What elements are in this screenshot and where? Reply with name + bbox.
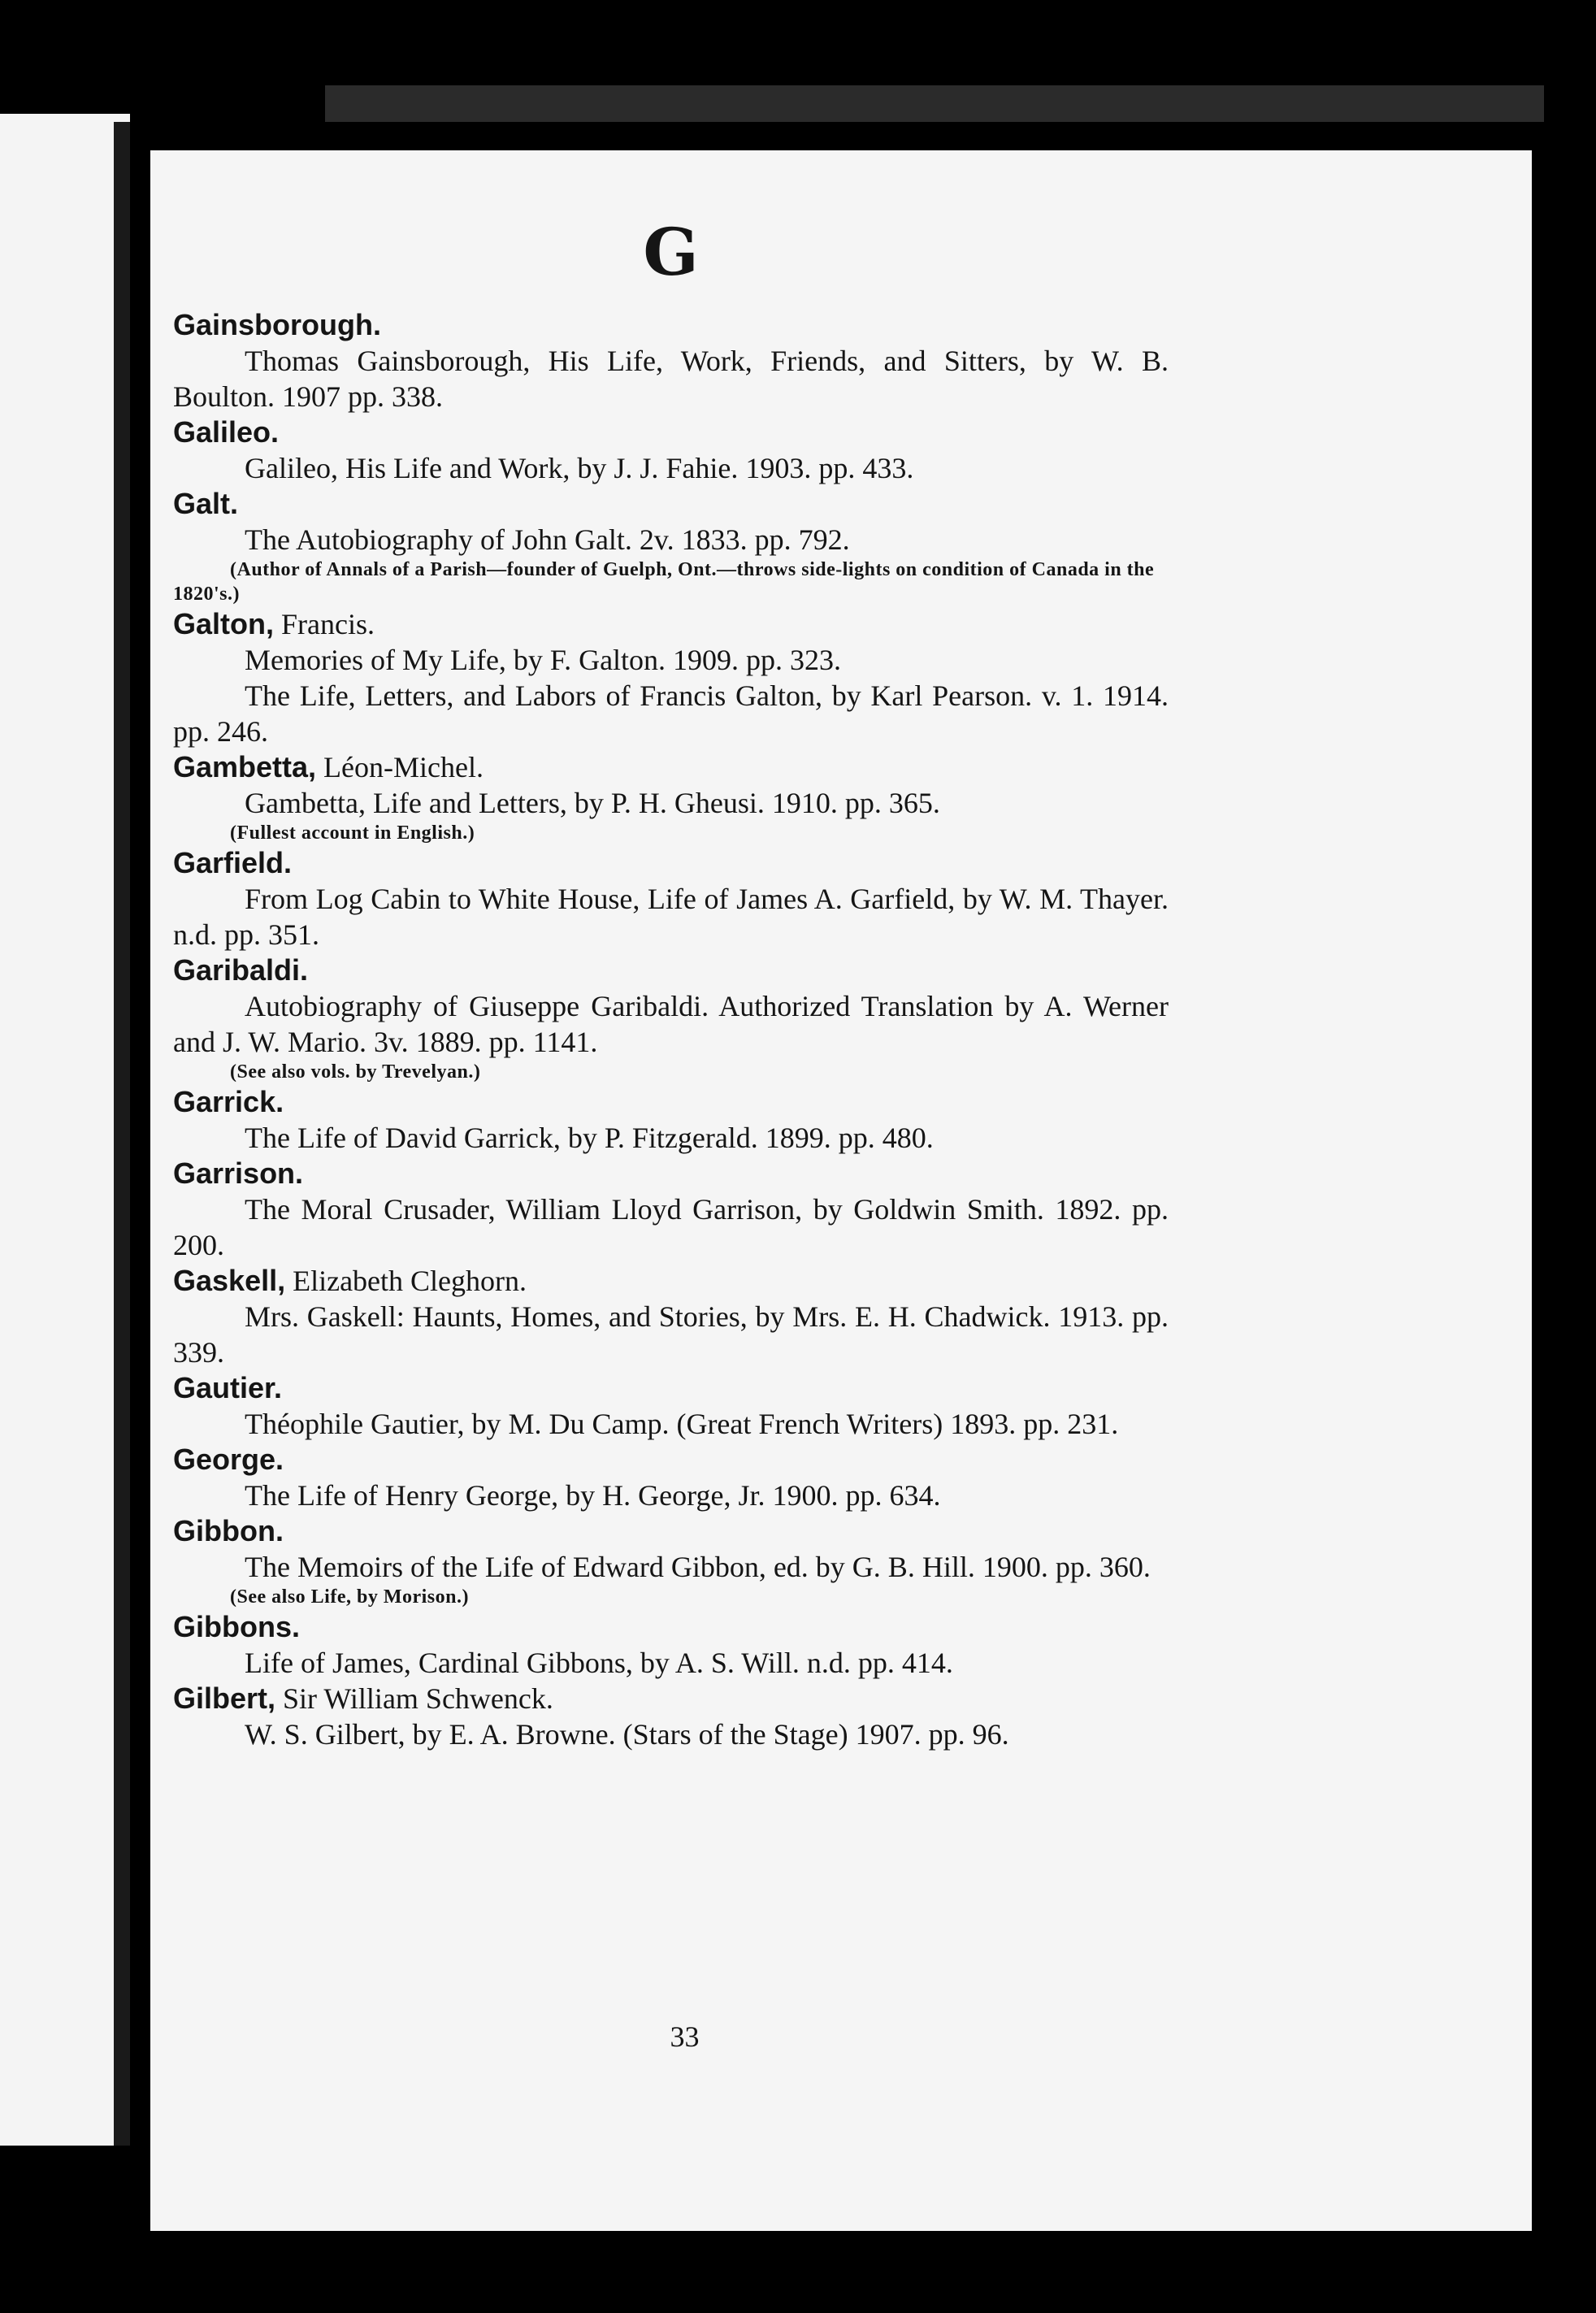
entry-heading [173, 606, 1169, 642]
entry-work: Théophile Gautier, by M. Du Camp. (Great French Writers) 1893. pp. 231. [245, 1408, 1119, 1440]
entry-subject: Garrick. [173, 1085, 284, 1118]
entry-subject: Garrison. [173, 1156, 304, 1190]
entry-subject: Garibaldi. [173, 953, 309, 987]
entry-heading [173, 1513, 1169, 1549]
entry-list [173, 307, 1169, 1752]
list-item [173, 307, 1169, 414]
scan-top-band [325, 85, 1544, 122]
list-item [173, 606, 1169, 749]
facing-page-edge [0, 114, 130, 2146]
entry-heading [173, 749, 1169, 785]
entry-subject: Gambetta, [173, 750, 317, 783]
list-item [173, 953, 1169, 1084]
section-letter: G [643, 214, 699, 290]
entry-note: (Author of Annals of a Parish—founder of Guelph, Ont.—throws side-lights on condition of Canada in the 1820's.) [173, 559, 1155, 605]
list-item [173, 1370, 1169, 1442]
entry-subject: Gainsborough. [173, 308, 381, 341]
entry-work: Life of James, Cardinal Gibbons, by A. S. Will. n.d. pp. 414. [245, 1647, 953, 1679]
entry-heading [173, 414, 1169, 450]
entry-heading [173, 1156, 1169, 1191]
entry-work: The Life of Henry George, by H. George, Jr. 1900. pp. 634. [245, 1479, 941, 1512]
entry-qualifier: Léon-Michel. [323, 751, 484, 783]
entry-work: Thomas Gainsborough, His Life, Work, Friends, and Sitters, by W. B. Boulton. 1907 pp. 338. [173, 345, 1169, 413]
entry-heading [173, 307, 1169, 343]
entry-subject: Gilbert, [173, 1682, 276, 1715]
entry-work: W. S. Gilbert, by E. A. Browne. (Stars of the Stage) 1907. pp. 96. [245, 1718, 1009, 1751]
list-item [173, 749, 1169, 845]
page-content [173, 214, 1169, 1752]
entry-work: Galileo, His Life and Work, by J. J. Fahie. 1903. pp. 433. [245, 452, 914, 484]
entry-qualifier: Francis. [281, 608, 375, 640]
entry-subject: Gaskell, [173, 1264, 286, 1297]
entry-note: (See also Life, by Morison.) [230, 1586, 469, 1608]
entry-subject: Galton, [173, 607, 274, 640]
entry-work: The Memoirs of the Life of Edward Gibbon, ed. by G. B. Hill. 1900. pp. 360. [245, 1551, 1151, 1583]
entry-subject: Gautier. [173, 1371, 283, 1404]
entry-work: The Moral Crusader, William Lloyd Garrison, by Goldwin Smith. 1892. pp. 200. [173, 1193, 1169, 1261]
entry-subject: Gibbon. [173, 1514, 284, 1547]
entry-work: Gambetta, Life and Letters, by P. H. Gheusi. 1910. pp. 365. [245, 787, 940, 819]
list-item [173, 486, 1169, 606]
entry-subject: Garfield. [173, 846, 293, 879]
entry-qualifier: Sir William Schwenck. [283, 1682, 553, 1715]
page-number: 33 [670, 2020, 700, 2053]
list-item [173, 1609, 1169, 1681]
entry-work: Mrs. Gaskell: Haunts, Homes, and Stories, by Mrs. E. H. Chadwick. 1913. pp. 339. [173, 1300, 1169, 1369]
list-item [173, 1263, 1169, 1370]
entry-note: (Fullest account in English.) [230, 822, 475, 844]
entry-work: The Autobiography of John Galt. 2v. 1833. pp. 792. [245, 523, 850, 556]
entry-work: The Life of David Garrick, by P. Fitzgerald. 1899. pp. 480. [245, 1122, 934, 1154]
list-item [173, 1513, 1169, 1609]
list-item [173, 414, 1169, 486]
entry-heading [173, 845, 1169, 881]
list-item [173, 1442, 1169, 1513]
entry-heading [173, 1609, 1169, 1645]
entry-heading [173, 953, 1169, 988]
entry-subject: Gibbons. [173, 1610, 300, 1643]
entry-heading [173, 1263, 1169, 1299]
list-item [173, 1681, 1169, 1752]
entry-heading [173, 1442, 1169, 1478]
entry-work: The Life, Letters, and Labors of Francis Galton, by Karl Pearson. v. 1. 1914. pp. 246. [173, 679, 1169, 748]
entry-work: Memories of My Life, by F. Galton. 1909. pp. 323. [245, 644, 842, 676]
binding-gutter [114, 122, 130, 2146]
list-item [173, 1156, 1169, 1263]
entry-heading [173, 1370, 1169, 1406]
entry-subject: Galileo. [173, 415, 280, 449]
entry-heading [173, 486, 1169, 522]
entry-heading [173, 1681, 1169, 1716]
entry-subject: George. [173, 1443, 284, 1476]
entry-work: From Log Cabin to White House, Life of James A. Garfield, by W. M. Thayer. n.d. pp. 351. [173, 883, 1169, 951]
entry-heading [173, 1084, 1169, 1120]
list-item [173, 1084, 1169, 1156]
entry-work: Autobiography of Giuseppe Garibaldi. Authorized Translation by A. Werner and J. W. Mario. 3v. 1889. pp. 1141. [173, 990, 1169, 1058]
list-item [173, 845, 1169, 953]
entry-subject: Galt. [173, 487, 239, 520]
entry-qualifier: Elizabeth Cleghorn. [293, 1265, 527, 1297]
entry-note: (See also vols. by Trevelyan.) [230, 1061, 481, 1083]
